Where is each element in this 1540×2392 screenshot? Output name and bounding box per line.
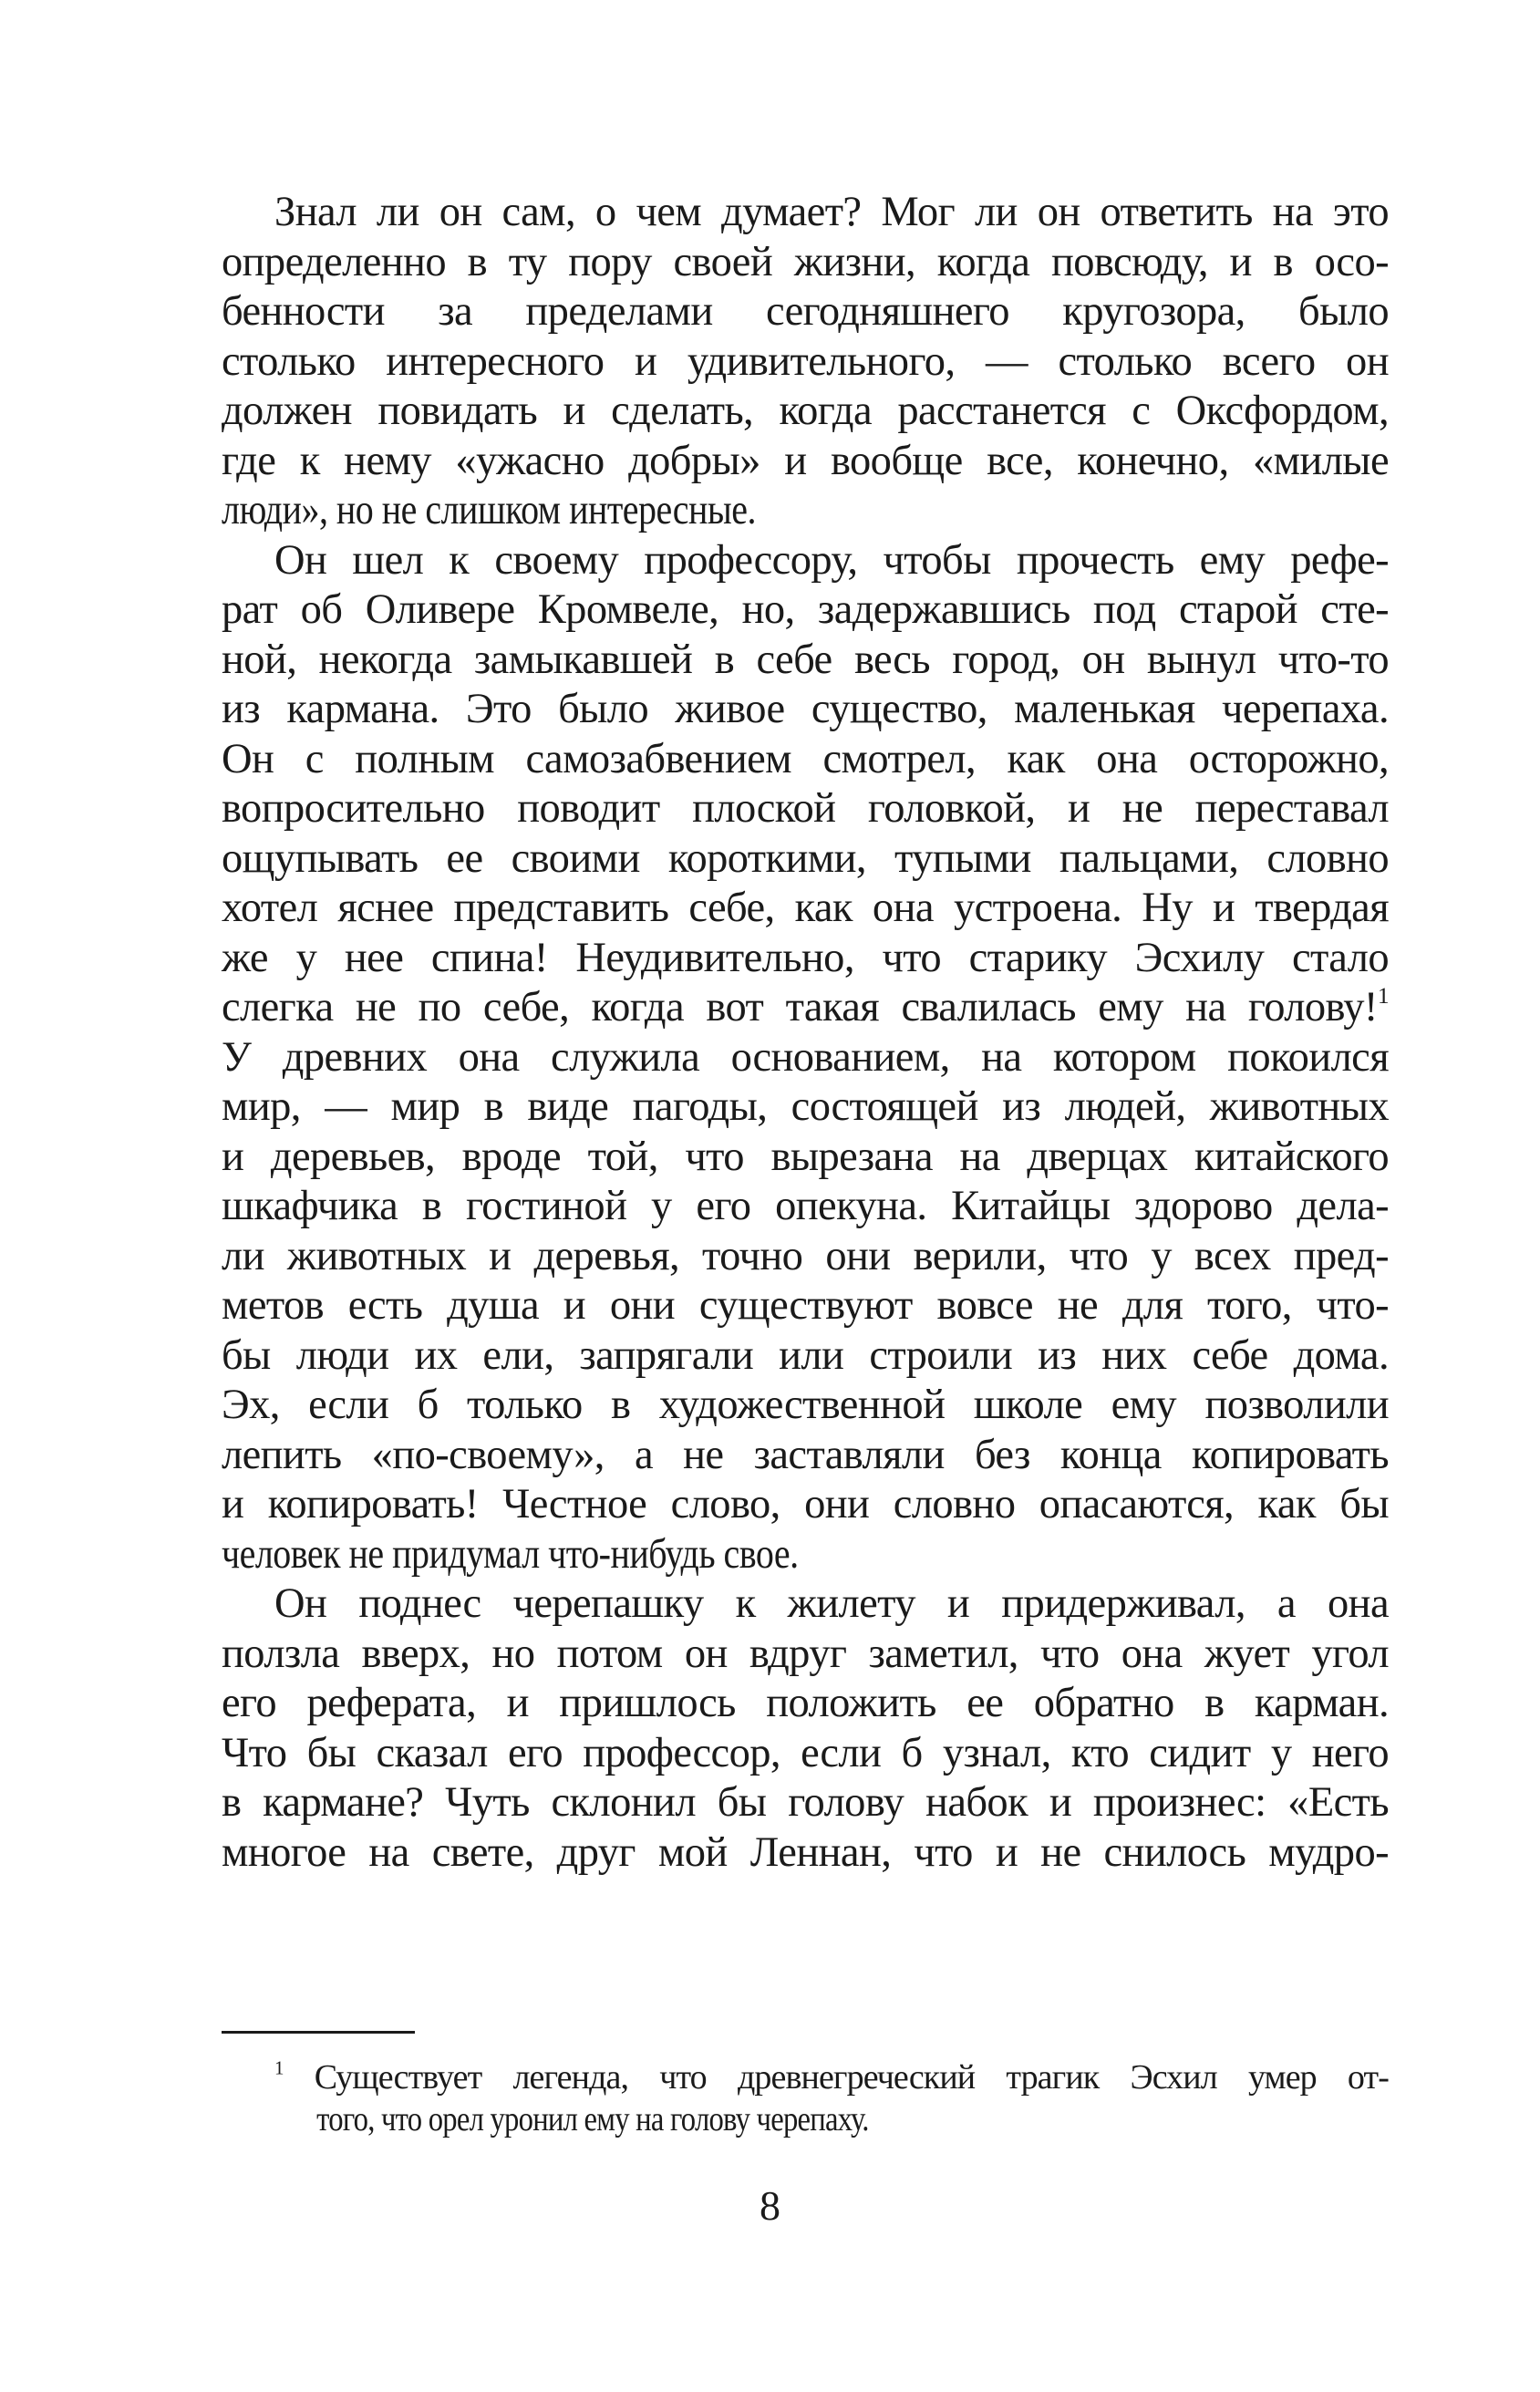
- footnotes: [222, 2056, 1389, 2140]
- text-line: бенности за пределами сегодняшнего кругозора, было: [222, 288, 1389, 335]
- text-line: определенно в ту пору своей жизни, когда повсюду, и в осо-: [222, 238, 1389, 285]
- text-line: Знал ли он сам, о чем думает? Мог ли он ответить на это: [274, 189, 1389, 235]
- footnote-line: того, что орел уронил ему на голову черепаху.: [316, 2100, 869, 2138]
- text-line: человек не придумал что-нибудь свое.: [222, 1530, 799, 1578]
- text-line: его реферата, и пришлось положить ее обратно в карман.: [222, 1680, 1389, 1726]
- text-line: ползла вверх, но потом он вдруг заметил, что она жует угол: [222, 1630, 1389, 1677]
- text-line: ной, некогда замыкавшей в себе весь город, он вынул что-то: [222, 636, 1389, 683]
- text-line: где к нему «ужасно добры» и вообще все, конечно, «милые: [222, 437, 1389, 484]
- text-line: бы люди их ели, запрягали или строили из них себе дома.: [222, 1331, 1389, 1379]
- text-line: Он шел к своему профессору, чтобы прочесть ему рефе-: [274, 536, 1389, 584]
- text-line: столько интересного и удивительного, — столько всего он: [222, 337, 1389, 385]
- page-number: 8: [760, 2182, 780, 2229]
- text-line: люди», но не слишком интересные.: [222, 487, 756, 533]
- text-line: Эх, если б только в художественной школе ему позволили: [222, 1382, 1389, 1428]
- text-line: рат об Оливере Кромвеле, но, задержавшись под старой сте-: [222, 586, 1389, 633]
- paragraph-2: [222, 536, 1389, 1580]
- footnote-line: [222, 2056, 1389, 2098]
- text-line: Что бы сказал его профессор, если б узнал, кто сидит у него: [222, 1729, 1389, 1776]
- text-line: из кармана. Это было живое существо, маленькая черепаха.: [222, 686, 1389, 732]
- text-line: и копировать! Честное слово, они словно опасаются, как бы: [222, 1481, 1389, 1527]
- footnote-text: Существует легенда, что древнегреческий трагик Эсхил умер от-: [314, 2058, 1389, 2097]
- text-line-with-footnote-ref: [222, 983, 1389, 1033]
- text-line: Он поднес черепашку к жилету и придерживал, а она: [274, 1580, 1389, 1627]
- text-line: многое на свете, друг мой Леннан, что и не снилось мудро-: [222, 1828, 1389, 1876]
- text-line: ощупывать ее своими короткими, тупыми пальцами, словно: [222, 834, 1389, 882]
- text-line: лепить «по-своему», а не заставляли без конца копировать: [222, 1431, 1389, 1478]
- text-line: должен повидать и сделать, когда расстанется с Оксфордом,: [222, 388, 1389, 434]
- text-line: У древних она служила основанием, на котором покоился: [222, 1033, 1389, 1081]
- text-line: и деревьев, вроде той, что вырезана на дверцах китайского: [222, 1133, 1389, 1180]
- footnote-divider: [222, 2031, 415, 2034]
- text-line: же у нее спина! Неудивительно, что старику Эсхилу стало: [222, 934, 1389, 981]
- paragraph-3: [222, 1579, 1389, 1878]
- text-line: мир, — мир в виде пагоды, состоящей из людей, животных: [222, 1083, 1389, 1130]
- paragraph-1: [222, 188, 1389, 536]
- text-line: шкафчика в гостиной у его опекуна. Китайцы здорово дела-: [222, 1183, 1389, 1229]
- footnote-ref[interactable]: 1: [1377, 981, 1389, 1009]
- footnote-marker: 1: [274, 2056, 284, 2079]
- text-line: метов есть душа и они существуют вовсе не для того, что-: [222, 1282, 1389, 1329]
- footnote-1: [222, 2056, 1389, 2140]
- text-line-content: слегка не по себе, когда вот такая свалилась ему на голову!: [222, 984, 1378, 1030]
- text-line: ли животных и деревья, точно они верили, что у всех пред-: [222, 1232, 1389, 1279]
- text-line: хотел яснее представить себе, как она устроена. Ну и твердая: [222, 885, 1389, 931]
- text-line: в кармане? Чуть склонил бы голову набок и произнес: «Есть: [222, 1779, 1389, 1826]
- text-line: Он с полным самозабвением смотрел, как она осторожно,: [222, 735, 1389, 782]
- text-line: вопросительно поводит плоской головкой, и не переставал: [222, 785, 1389, 832]
- body-text: [222, 188, 1389, 1878]
